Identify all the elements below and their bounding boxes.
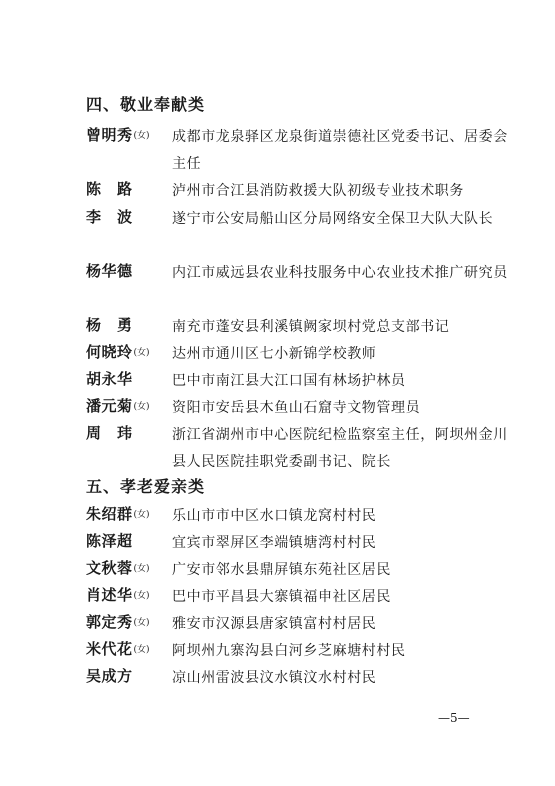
person-name: 陈泽超 bbox=[86, 532, 133, 550]
section-heading-dedication: 四、敬业奉献类 bbox=[86, 95, 206, 114]
person-name: 肖述华(女) bbox=[86, 586, 150, 604]
person-title: 遂宁市公安局船山区分局网络安全保卫大队大队长 bbox=[172, 211, 494, 227]
person-name: 何晓玲(女) bbox=[86, 343, 150, 361]
person-title: 阿坝州九寨沟县白河乡芝麻塘村村民 bbox=[172, 643, 406, 659]
person-title: 雅安市汉源县唐家镇富村村居民 bbox=[172, 616, 377, 632]
person-name: 胡永华 bbox=[86, 370, 133, 388]
gender-tag: (女) bbox=[133, 131, 150, 141]
person-title: 资阳市安岳县木鱼山石窟寺文物管理员 bbox=[172, 400, 421, 416]
person-name: 李 波 bbox=[86, 208, 133, 226]
person-name: 杨华德 bbox=[86, 262, 133, 280]
person-title: 凉山州雷波县汶水镇汶水村村民 bbox=[172, 670, 377, 686]
gender-tag: (女) bbox=[133, 618, 150, 628]
person-name: 曾明秀(女) bbox=[86, 126, 150, 144]
gender-tag: (女) bbox=[133, 402, 150, 412]
person-name: 朱绍群(女) bbox=[86, 505, 150, 523]
section-heading-filial: 五、孝老爱亲类 bbox=[86, 477, 206, 496]
person-title: 浙江省湖州市中心医院纪检监察室主任，阿坝州金川县人民医院挂职党委副书记、院长 bbox=[172, 427, 508, 470]
person-name: 周 玮 bbox=[86, 424, 133, 442]
gender-tag: (女) bbox=[133, 591, 150, 601]
person-name: 文秋蓉(女) bbox=[86, 559, 150, 577]
person-name: 杨 勇 bbox=[86, 316, 133, 334]
gender-tag: (女) bbox=[133, 564, 150, 574]
page-number: —5— bbox=[438, 711, 470, 725]
person-title: 达州市通川区七小新锦学校教师 bbox=[172, 346, 377, 362]
person-name: 郭定秀(女) bbox=[86, 613, 150, 631]
person-title: 内江市威远县农业科技服务中心农业技术推广研究员 bbox=[172, 265, 508, 281]
person-name: 米代花(女) bbox=[86, 640, 150, 658]
person-title: 成都市龙泉驿区龙泉街道崇德社区党委书记、居委会主任 bbox=[172, 129, 508, 172]
gender-tag: (女) bbox=[133, 510, 150, 520]
person-title: 广安市邻水县鼎屏镇东苑社区居民 bbox=[172, 562, 391, 578]
person-title: 巴中市平昌县大寨镇福申社区居民 bbox=[172, 589, 391, 605]
gender-tag: (女) bbox=[133, 645, 150, 655]
person-name: 陈 路 bbox=[86, 180, 133, 198]
person-name: 吴成方 bbox=[86, 667, 133, 685]
person-name: 潘元菊(女) bbox=[86, 397, 150, 415]
person-title: 巴中市南江县大江口国有林场护林员 bbox=[172, 373, 406, 389]
person-title: 泸州市合江县消防救援大队初级专业技术职务 bbox=[172, 183, 464, 199]
person-title: 南充市蓬安县利溪镇阙家坝村党总支部书记 bbox=[172, 319, 450, 335]
gender-tag: (女) bbox=[133, 348, 150, 358]
person-title: 宜宾市翠屏区李端镇塘湾村村民 bbox=[172, 535, 377, 551]
person-title: 乐山市市中区水口镇龙窝村村民 bbox=[172, 508, 377, 524]
